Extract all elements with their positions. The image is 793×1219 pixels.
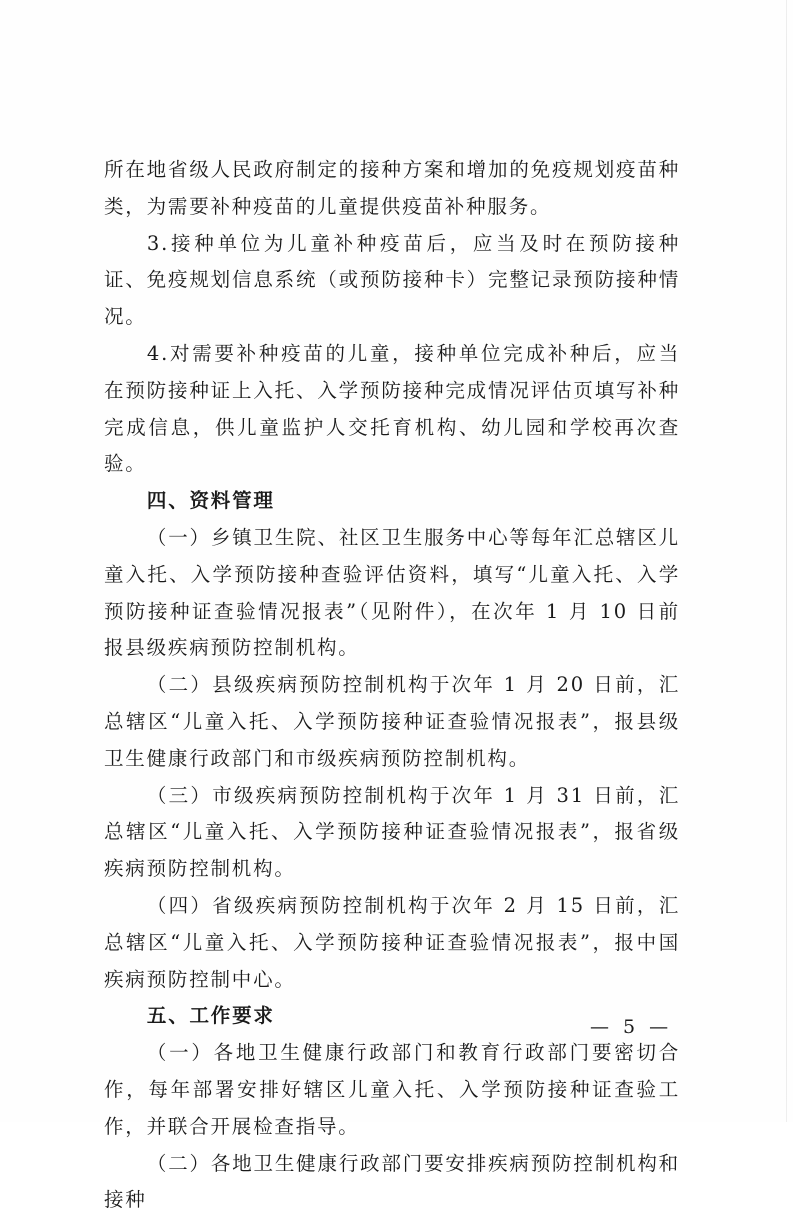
paragraph-item-4: 4.对需要补种疫苗的儿童，接种单位完成补种后，应当在预防接种证上入托、入学预防接种完成情况评估页填写补种完成信息，供儿童监护人交托育机构、幼儿园和学校再次查验。 [104,341,680,476]
paragraph-item-3: 3.接种单位为儿童补种疫苗后，应当及时在预防接种证、免疫规划信息系统（或预防接种卡）完整记录预防接种情况。 [104,231,680,329]
page-number: — 5 — [590,1016,673,1038]
paragraph-req-1: （一）各地卫生健康行政部门和教育行政部门要密切合作，每年部署安排好辖区儿童入托、入学预防接种证查验工作，并联合开展检查指导。 [104,1041,680,1138]
paragraph-data-2: （二）县级疾病预防控制机构于次年 1 月 20 日前，汇总辖区“儿童入托、入学预防接种证查验情况报表”，报县级卫生健康行政部门和市级疾病预防控制机构。 [104,673,680,770]
paragraph-data-4: （四）省级疾病预防控制机构于次年 2 月 15 日前，汇总辖区“儿童入托、入学预防接种证查验情况报表”，报中国疾病预防控制中心。 [104,893,680,991]
scan-edge-divider [786,0,787,1122]
document-body [104,152,680,1219]
paragraph-req-2: （二）各地卫生健康行政部门要安排疾病预防控制机构和接种 [104,1151,680,1212]
section-heading-data-management: 四、资料管理 [146,489,275,513]
paragraph-continuation: 所在地省级人民政府制定的接种方案和增加的免疫规划疫苗种类，为需要补种疫苗的儿童提供疫苗补种服务。 [104,158,680,218]
paragraph-data-3: （三）市级疾病预防控制机构于次年 1 月 31 日前，汇总辖区“儿童入托、入学预防接种证查验情况报表”，报省级疾病预防控制机构。 [104,783,680,881]
paragraph-data-1: （一）乡镇卫生院、社区卫生服务中心等每年汇总辖区儿童入托、入学预防接种查验评估资料，填写“儿童入托、入学预防接种证查验情况报表”（见附件），在次年 1 月 10 日前报县级疾病预防控制机构。 [104,525,680,660]
section-heading-work-requirements: 五、工作要求 [146,1004,275,1028]
